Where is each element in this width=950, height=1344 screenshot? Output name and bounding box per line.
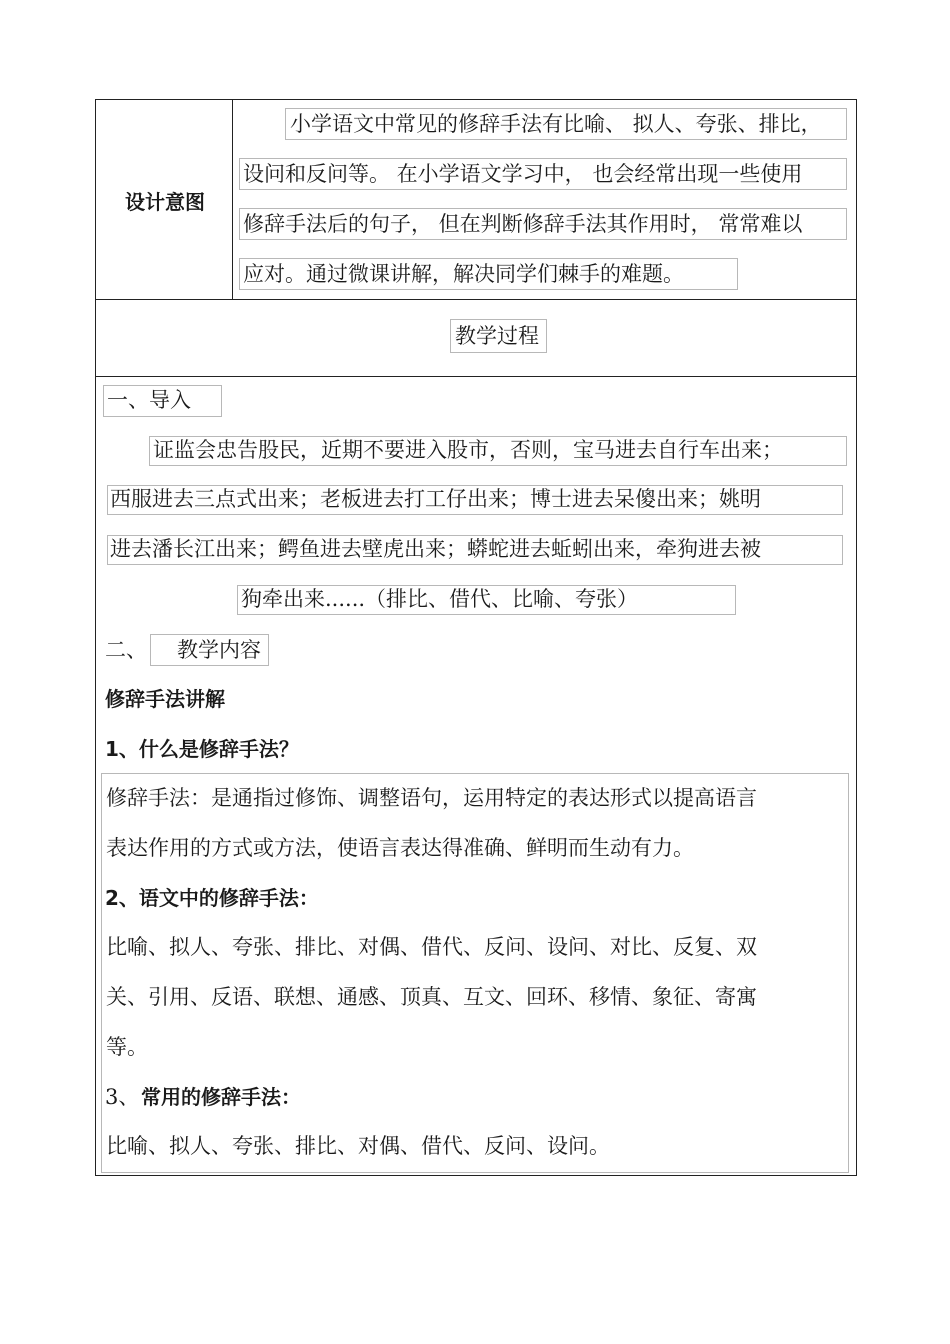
question-3-number: 3、 [105, 1085, 140, 1109]
intro-heading: 一、导入 [107, 388, 191, 412]
content-heading: 教学内容 [177, 638, 261, 662]
content-prefix: 二、 [105, 638, 147, 662]
intent-line-4: 应对。通过微课讲解，解决同学们棘手的难题。 [243, 262, 684, 286]
question-1: 1、什么是修辞手法？ [105, 737, 299, 761]
intro-line-2: 西服进去三点式出来；老板进去打工仔出来；博士进去呆傻出来；姚明 [110, 487, 761, 511]
device-list-line-2: 关、引用、反语、联想、通感、顶真、互文、回环、移情、象征、寄寓 [106, 985, 757, 1009]
process-heading: 教学过程 [455, 324, 539, 348]
intent-line-3: 修辞手法后的句子， 但在判断修辞手法其作用时， 常常难以 [243, 212, 803, 236]
question-3: 常用的修辞手法： [141, 1085, 301, 1109]
intent-line-1: 小学语文中常见的修辞手法有比喻、 拟人、夸张、排比， [290, 112, 822, 136]
intro-line-3: 进去潘长江出来；鳄鱼进去壁虎出来；蟒蛇进去蚯蚓出来，牵狗进去被 [110, 537, 761, 561]
rhetoric-title: 修辞手法讲解 [105, 687, 225, 711]
intro-line-1: 证监会忠告股民，近期不要进入股市，否则，宝马进去自行车出来； [153, 438, 783, 462]
design-intent-label: 设计意图 [125, 189, 205, 214]
intro-line-4: 狗牵出来......（排比、借代、比喻、夸张） [241, 587, 639, 611]
intent-line-2: 设问和反问等。 在小学语文学习中， 也会经常出现一些使用 [243, 162, 803, 186]
device-list-line-1: 比喻、拟人、夸张、排比、对偶、借代、反问、设问、对比、反复、双 [106, 935, 757, 959]
question-2: 2、语文中的修辞手法： [105, 886, 319, 910]
definition-line-1: 修辞手法：是通指过修饰、调整语句，运用特定的表达形式以提高语言 [106, 786, 757, 810]
common-devices-line: 比喻、拟人、夸张、排比、对偶、借代、反问、设问。 [106, 1134, 610, 1158]
device-list-line-3: 等。 [106, 1035, 148, 1059]
definition-line-2: 表达作用的方式或方法，使语言表达得准确、鲜明而生动有力。 [106, 836, 694, 860]
content-body-box [101, 773, 849, 1173]
row-divider-2 [95, 376, 857, 377]
